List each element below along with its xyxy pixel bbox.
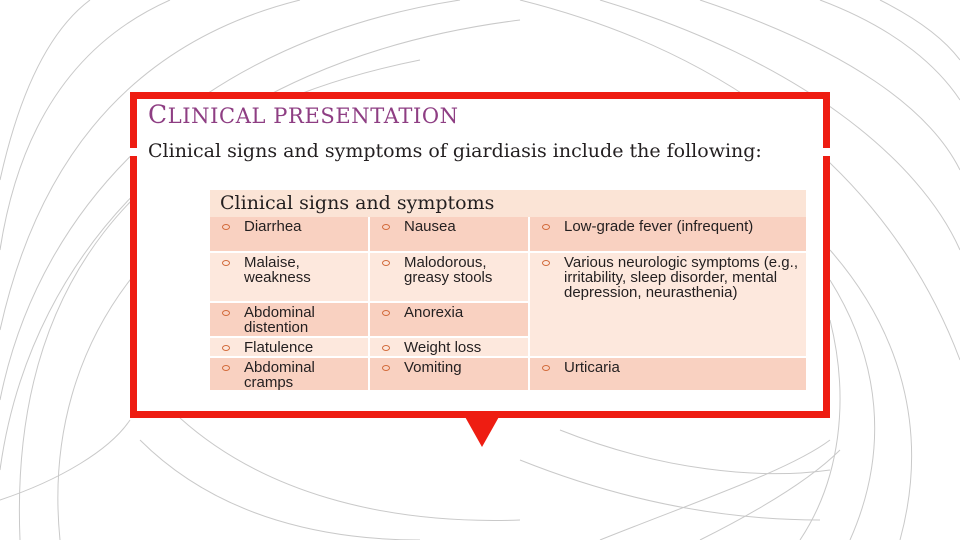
table-cell: Nausea — [370, 217, 528, 251]
callout-pointer — [464, 415, 500, 447]
table-cell: Abdominal distention — [210, 303, 368, 336]
intro-text: Clinical signs and symptoms of giardiasis include the following: — [148, 140, 762, 162]
hollow-circle-bullet-icon — [382, 365, 390, 371]
heading-first-letter: C — [148, 100, 168, 129]
hollow-circle-bullet-icon — [382, 260, 390, 266]
table-cell: Various neurologic symptoms (e.g., irritability, sleep disorder, mental depression, neurasthenia) — [530, 253, 806, 356]
symptoms-table — [210, 190, 806, 390]
table-cell: Flatulence — [210, 338, 368, 356]
hollow-circle-bullet-icon — [542, 260, 550, 266]
hollow-circle-bullet-icon — [222, 224, 230, 230]
table-cell: Anorexia — [370, 303, 528, 336]
table-cell: Weight loss — [370, 338, 528, 356]
hollow-circle-bullet-icon — [222, 310, 230, 316]
heading-rest: LINICAL PRESENTATION — [167, 104, 459, 128]
table-cell: Malaise, weakness — [210, 253, 368, 301]
table-cell: Urticaria — [530, 358, 806, 390]
hollow-circle-bullet-icon — [542, 365, 550, 371]
hollow-circle-bullet-icon — [222, 260, 230, 266]
table-cell: Abdominal cramps — [210, 358, 368, 390]
frame-notch-right — [822, 148, 834, 156]
hollow-circle-bullet-icon — [382, 224, 390, 230]
table-cell: Malodorous, greasy stools — [370, 253, 528, 301]
hollow-circle-bullet-icon — [382, 310, 390, 316]
hollow-circle-bullet-icon — [222, 345, 230, 351]
hollow-circle-bullet-icon — [542, 224, 550, 230]
table-cell: Low-grade fever (infrequent) — [530, 217, 806, 251]
frame-notch-left — [126, 148, 138, 156]
table-title: Clinical signs and symptoms — [210, 190, 806, 217]
hollow-circle-bullet-icon — [382, 345, 390, 351]
table-cell: Diarrhea — [210, 217, 368, 251]
section-heading — [148, 100, 459, 129]
hollow-circle-bullet-icon — [222, 365, 230, 371]
table-cell: Vomiting — [370, 358, 528, 390]
